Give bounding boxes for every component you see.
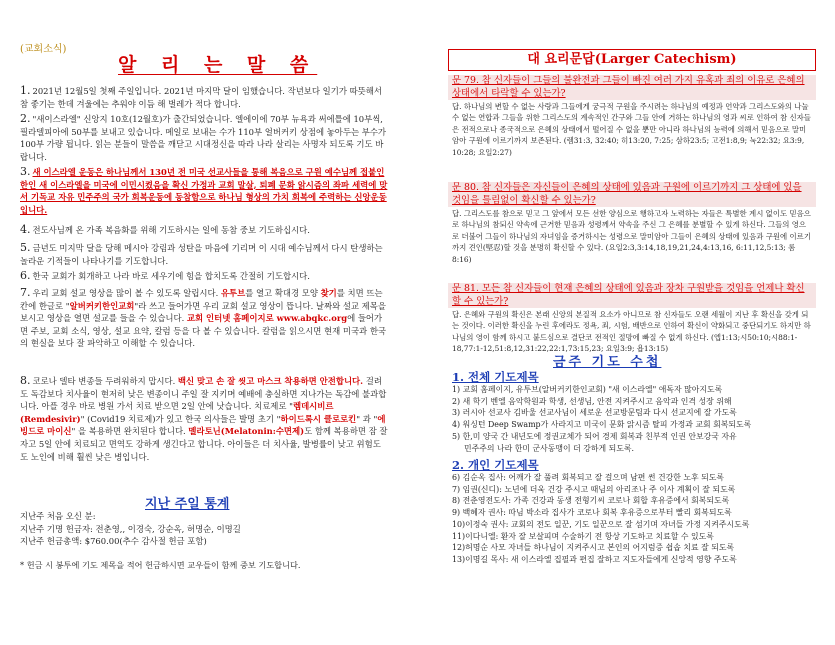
offering-note: * 헌금 시 봉투에 기도 제목을 적어 헌금하시면 교우들이 함께 중보 기도합니다. — [20, 560, 301, 570]
question-79 — [448, 75, 816, 100]
question-81 — [448, 283, 816, 308]
announcement-number: 8. — [20, 374, 31, 387]
church-name-keyword: 알버커키한인교회 — [69, 300, 135, 311]
prayer-item: 2) 새 학기 벤엘 음악학원과 학생, 선생님, 안전 지켜주시고 음악과 인격 성장 위해 — [452, 396, 732, 406]
prayer-item: 민주주의 나라 한미 군사동맹이 더 강하게 되도록. — [464, 443, 635, 453]
question-text: 문 79. 참 신자들이 그들의 불완전과 그들이 빠진 여러 가지 유혹과 죄의 이유로 은혜의 상태에서 타락할 수 있는가? — [452, 75, 805, 99]
announcement-text: "새이스라엘" 신앙지 10호(12월호)가 출간되었습니다. 엘에이에 70부 뉴욕과 써에틀에 10부씩, 필라델피아에 50부를 보내고 있습니다. 메일로 보내는 수가 110부 얼버커키 상점에 놓아두는 부수가 100부 가량 됩니다. 읽는 분들이 말씀을 깨닫고 시대정신을 따라 나라 살리는 사명자 되도록 기도 바랍니다. — [20, 114, 387, 162]
question-80 — [448, 182, 816, 207]
announcement-text: 에 들어가면 주보, 교회 소식, 영상, 설교 요약, 칼럼 등을 다 볼 수 있습니다. 칼럼을 읽으시면 현재 미국과 한국의 현실을 보다 잘 파악하고 이해할 수 있습니다. — [20, 313, 386, 349]
announcement-text: " (Covid19 치료제)가 있고 한국 의사들은 발명 초기 " — [80, 413, 281, 424]
announcement-text: 코로나 델타 변종들 두려워하지 맙시다. — [32, 376, 178, 386]
question-text: 문 80. 참 신자들은 자신들이 은혜의 상태에 있음과 구원에 이르기까지 그 상태에 있을 것임을 틀림없이 확신할 수 있는가? — [452, 182, 802, 206]
homepage-link[interactable]: 교회 인터넷 홈페이지로 www.abqkc.org — [186, 313, 348, 324]
page-title: 알 리 는 말 씀 — [118, 54, 318, 76]
answer-80: 답. 그리스도를 참으로 믿고 그 앞에서 모든 선한 양심으로 행하고자 노력하는 자들은 특별한 계시 없이도 믿음으로 하나님의 참되신 약속에 근거한 믿음과 성령께서 약속을 주신 그 은혜를 분별할 수 있게 하신다. 그들의 영으로 더불어 그들이 하나님의 자녀임을 증거하시는 성령으로 말미암아 그들이 은혜의 상태에 있음과 구원에 이르기까지 견인(堅忍)할 것을 분명히 확신할 수 있다. (요일2:3,3:14,18,19,21,24,4:13,16, 6:11,12,5:13; 롬8:16) — [452, 209, 811, 264]
prayer-list-2 — [452, 472, 816, 566]
stats-line: 지난주 처음 오신 분: — [20, 511, 96, 521]
answer-81: 답. 은혜와 구원의 확신은 본래 신앙의 본질적 요소가 아니므로 참 신자들도 오랜 세월이 지난 후 확신을 갖게 되는 것이다. 이러한 확신을 누린 후에라도 정욕, 죄, 시험, 배반으로 인하여 확신이 약화되고 중단되기도 하지만 하나님의 영이 함께 하시고 붙드심으로 결단코 전적인 절망에 빠질 수 없게 하신다. (엡1:13;시50:10;시88:1-18,77:1-12,51:8,12,31:22,22:1,73:15,23; 요일3:9; 욥13:15) — [452, 310, 811, 354]
announcement-text: 우리 교회 설교 영상을 많이 볼 수 있도록 알립시다. — [32, 288, 221, 298]
prayer-item: 1) 교회 홈페이지, 유투브(알버커키한인교회) "새 이스라엘" 애독자 많아지도록 — [452, 385, 723, 394]
announcement-5 — [20, 242, 388, 267]
announcement-number: 1. — [20, 84, 31, 97]
prayer-item: 10)이정숙 권사: 교회의 전도 일꾼, 기도 일꾼으로 잘 섬기며 자녀들 가정 지켜주시도록 — [452, 519, 750, 529]
announcement-text: 걸려도 독감보다 치사율이 현저히 낮은 변종이니 주일 잘 지키며 예배에 충실하면 지나가는 독감에 불과합니다. 아플 경우 바로 병원 가서 치료 받으면 2일 안에 낫습니다. 치료제로 " — [20, 376, 387, 412]
announcement-number: 3. — [20, 165, 31, 178]
catechism-title: 대 요리문답(Larger Catechism) — [448, 49, 816, 71]
prayer-item: 6) 김순옥 집사: 어깨가 잘 풀려 회복되고 잘 걸으며 남편 썬 건강한 노후 되도록 — [452, 473, 725, 482]
announcement-text: "라 쓰고 들어가면 우리 교회 설교 영상이 뜹니다. 날짜와 설교 제목을 보시고 영상을 열면 설교를 들을 수 있습니다. — [20, 300, 386, 324]
announcement-7 — [20, 287, 388, 350]
prayer-section-1: 1. 전체 기도제목 — [452, 370, 539, 384]
question-text: 문 81. 모든 참 신자들이 현재 은혜의 상태에 있음과 장차 구원받을 것임을 언제나 확신할 수 있는가? — [452, 283, 805, 307]
announcement-text: 새 이스라엘 운동은 하나님께서 130년 전 미국 선교사들을 통해 복음으로 구원 예수님께 접붙인 한인 새 이스라엘을 미국에 이민시켰음을 확신 가정과 교회 말살, 퇴폐 문화 앍시즘의 좌파 세력에 맞서 기독교 자유 민주주의 국가 회복운동에 동참함으로 하나님 형상의 가치 회복에 주력하는 신앙운동입니다. — [20, 167, 388, 215]
announcement-number: 5. — [20, 241, 31, 254]
announcement-8 — [20, 375, 388, 463]
drug-name: 하이드록시 클로로킨 — [280, 413, 357, 424]
announcement-3 — [20, 166, 388, 216]
highlight-text: 백신 맞고 손 잘 씻고 마스크 착용하면 안전합니다. — [177, 376, 364, 386]
stats-line: 지난주 기명 헌금자: 전춘영,, 이경숙, 강순옥, 허명순, 이명길 — [20, 523, 241, 534]
section-tag: (교회소식) — [20, 44, 67, 55]
announcement-number: 6. — [20, 269, 31, 282]
prayer-item: 4) 워싱턴 Deep Swamp가 사라지고 미국이 문화 앍시즘 탈피 가정과 교회 회복되도록 — [452, 420, 752, 430]
announcement-number: 2. — [20, 112, 31, 125]
announcement-2 — [20, 113, 388, 163]
announcement-1 — [20, 85, 388, 110]
prayer-list-1 — [452, 384, 816, 454]
search-keyword: 찾기 — [320, 288, 337, 298]
announcement-text: " 과 " — [356, 413, 378, 424]
stats-line: 지난주 헌금총액: $760.00(추수 감사절 헌금 포함) — [20, 536, 207, 546]
prayer-item: 7) 임권(신디): 노년에 더욱 건강 주시고 때님의 아리조나 주 이사 계획이 잘 되도록 — [452, 484, 736, 494]
drug-name: 에빙드로 마이신 — [20, 413, 386, 437]
prayer-item: 5) 한,미 양국 간 내년도에 정권교체가 되어 경제 회복과 친부적 인권 안보강국 자유 — [452, 431, 737, 441]
announcement-number: 7. — [20, 286, 31, 299]
announcement-text: 전도사님께 온 가족 복음화를 위해 기도하시는 일에 동참 중보 기도하십시다. — [32, 225, 310, 235]
prayer-item: 8) 전춘영전도사: 가족 건강과 동생 전형기씨 코로나 회합 후유증에서 회복되도록 — [452, 496, 730, 506]
announcement-text: 를 치면 뜨는 칸에 한글로 " — [20, 288, 383, 311]
announcement-text: " 을 복용하면 완치된다 합니다. — [71, 426, 189, 437]
prayer-item: 13)이명길 목사: 새 이스라엘 집필과 편집 잘하고 지도자들에게 신앙적 영향 주도록 — [452, 554, 737, 564]
stats-title: 지난 주일 통계 — [145, 497, 230, 512]
youtube-keyword: 유투브 — [220, 288, 246, 298]
prayer-item: 9) 백혜자 권사: 따님 박소라 집사가 코로나 회복 후유증으로부터 빨리 회복되도록 — [452, 508, 732, 518]
drug-name: 멜라토닌(Melatonin:수면제) — [188, 426, 305, 437]
announcement-text: 도 함께 복용하면 잠 잘 자고 5일 안에 치료되고 면역도 강하게 생긴다고 합니다. 아이들은 더 치사율, 발병률이 낮고 위험도도 노인에 비해 훨씬 낮은 병입니다. — [20, 426, 388, 462]
announcement-text: 금년도 미지막 달을 당해 메시아 강림과 성탄을 마음에 기리며 이 시대 예수님께서 다시 탄생하는 놀라운 기적들이 나타나기를 기도합니다. — [20, 243, 383, 266]
announcement-text: 2021년 12월5일 첫째 주일입니다. 2021년 마지막 달이 임했습니다. 작년보다 일기가 따뜻해서 참 좋기는 한데 겨울에는 추워야 이듬 해 벌레가 적다 합니다. — [20, 86, 382, 109]
drug-name: 렘데시비르 (Remdesivir) — [20, 401, 334, 424]
announcement-text: 를 열고 확대경 모양 — [245, 288, 321, 298]
announcement-4 — [20, 224, 388, 237]
announcement-text: 한국 교회가 회개하고 나라 바로 세우기에 힘을 합치도록 간절히 기도합시다. — [32, 271, 310, 281]
announcement-6 — [20, 270, 388, 283]
prayer-section-2: 2. 개인 기도제목 — [452, 458, 539, 472]
prayer-item: 3) 러시아 선교사 김바울 선교사님이 세로운 선교방문팀과 다시 선교지에 잘 가도록 — [452, 408, 737, 418]
prayer-item: 11)이다니엘: 환자 잘 보살피며 수술하기 전 항상 기도하고 치료할 수 있도록 — [452, 531, 714, 541]
announcement-number: 4. — [20, 223, 31, 236]
answer-79: 답. 하나님의 변할 수 없는 사랑과 그들에게 궁극적 구원을 주시려는 하나님의 예정과 언약과 그리스도와의 나눌 수 없는 연합과 그들을 위한 그리스도의 계속적인 간구와 그들 안에 거하는 하나님의 영과 씨로 인하여 참 신자들은 전적으로나 종국적으로 은혜의 상태에서 떨어질 수 없을 뿐만 아니라 하나님의 능력에 의해서 믿음으로 말미암아 구원에 이르기까지 보존된다. (렘31:3, 32:40; 히13:20, 7:25; 삼하23:5; 고전1:8,9; 눅22:32; 요3:9, 10:28; 요일2:27) — [452, 102, 811, 157]
stats-block — [20, 510, 241, 548]
prayer-title: 금주 기도 수첩 — [553, 355, 662, 370]
prayer-item: 12)허명순 사모 자녀들 하나님이 지켜주시고 본인의 어지럼증 쉽솝 치료 잘 되도록 — [452, 543, 735, 553]
